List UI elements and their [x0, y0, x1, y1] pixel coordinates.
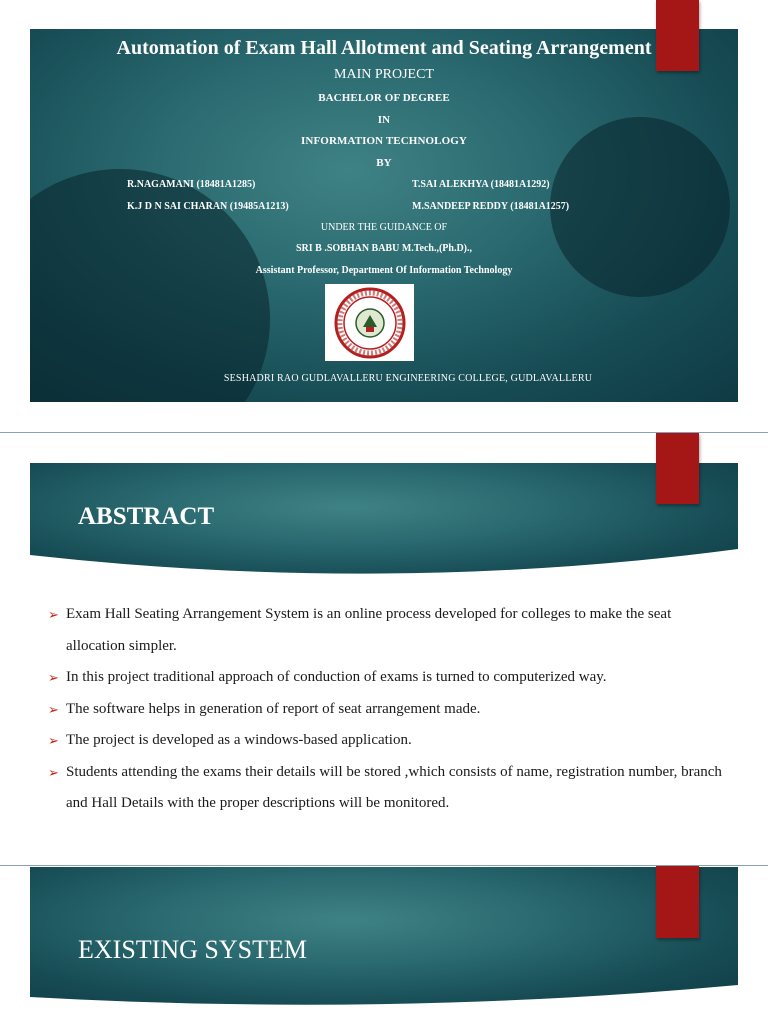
arrow-bullet-icon: ➢: [48, 701, 59, 717]
college-name: SESHADRI RAO GUDLAVALLERU ENGINEERING COLLEGE, GUDLAVALLERU: [223, 373, 593, 384]
title-panel: [30, 29, 738, 402]
list-item: ➢ In this project traditional approach of conduction of exams is turned to computerized way.: [48, 662, 728, 694]
slide-heading: ABSTRACT: [78, 503, 215, 530]
guidance-label: UNDER THE GUIDANCE OF: [320, 222, 448, 233]
student-name: T.SAI ALEKHYA (18481A1292): [412, 179, 550, 190]
existing-system-slide: [0, 866, 768, 1024]
arrow-bullet-icon: ➢: [48, 607, 59, 622]
arrow-bullet-icon: ➢: [48, 733, 59, 748]
college-seal-icon: [330, 287, 410, 359]
list-item: ➢ The project is developed as a windows-based application.: [48, 725, 728, 757]
degree: BACHELOR OF DEGREE: [318, 92, 450, 104]
project-title: Automation of Exam Hall Allotment and Seating Arrangement: [116, 37, 652, 59]
red-accent-tab: [656, 0, 699, 71]
project-type: MAIN PROJECT: [334, 67, 434, 82]
title-slide: [0, 0, 768, 432]
by-label: BY: [376, 157, 392, 169]
abstract-bullet-list: [48, 599, 728, 820]
arrow-bullet-icon: ➢: [48, 764, 59, 780]
slide-heading: EXISTING SYSTEM: [78, 935, 307, 964]
list-item: ➢ Exam Hall Seating Arrangement System is an online process developed for colleges to make the seat allocation simpler.: [48, 599, 728, 662]
student-name: M.SANDEEP REDDY (18481A1257): [412, 201, 570, 212]
guide-title: Assistant Professor, Department Of Information Technology: [255, 265, 513, 276]
student-name: K.J D N SAI CHARAN (19485A1213): [127, 201, 289, 212]
heading-banner: [30, 867, 738, 1007]
in-label: IN: [377, 114, 391, 126]
heading-banner: [30, 463, 738, 579]
arrow-bullet-icon: ➢: [48, 670, 59, 685]
abstract-slide: [0, 433, 768, 865]
red-accent-tab: [656, 866, 699, 938]
list-item: ➢ Students attending the exams their details will be stored ,which consists of name, registration number, branch and Hall Details with the proper descriptions will be monitored.: [48, 757, 728, 820]
guide-name: SRI B .SOBHAN BABU M.Tech.,(Ph.D).,: [295, 243, 473, 254]
student-name: R.NAGAMANI (18481A1285): [127, 179, 256, 190]
red-accent-tab: [656, 433, 699, 504]
college-logo: [325, 284, 414, 361]
list-item: ➢ The software helps in generation of report of seat arrangement made.: [48, 694, 728, 726]
department: INFORMATION TECHNOLOGY: [301, 135, 467, 147]
